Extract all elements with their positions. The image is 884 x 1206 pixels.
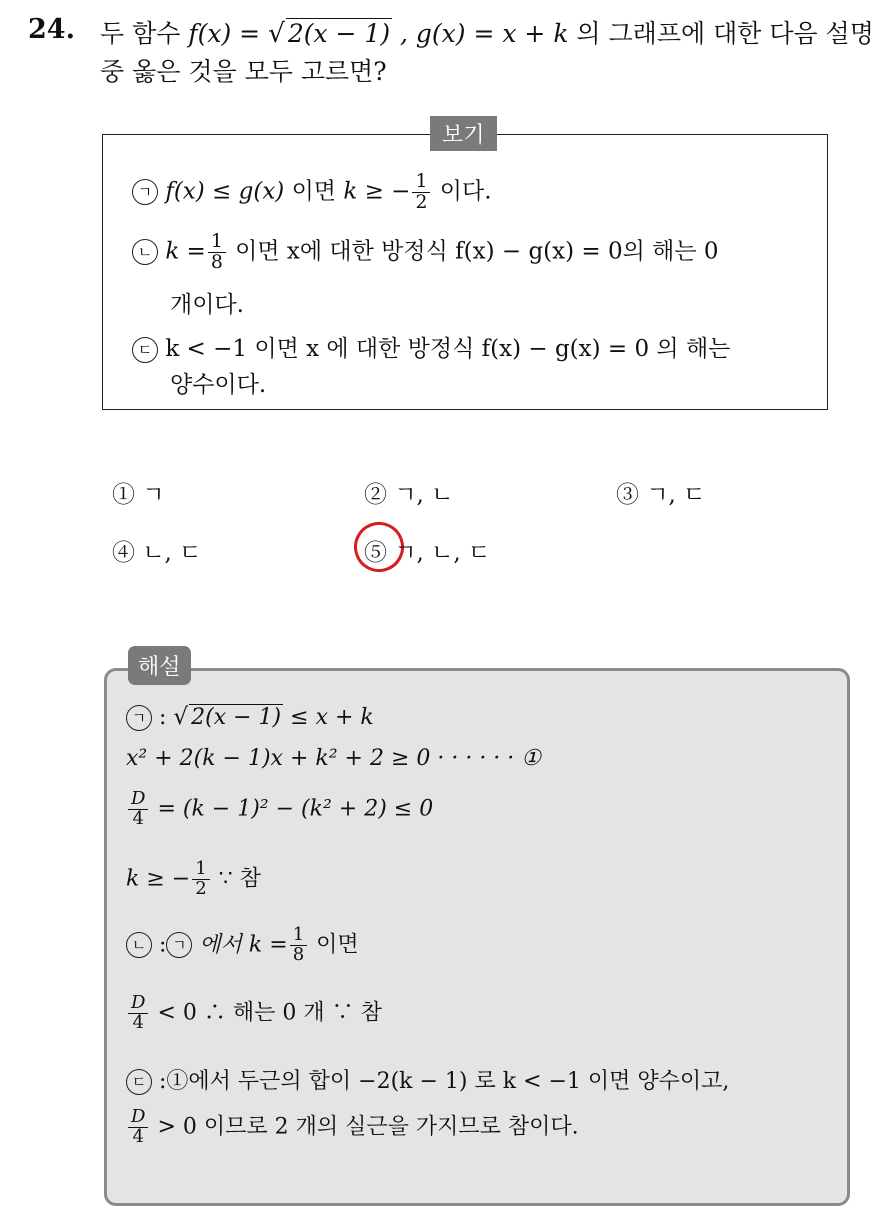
solution-fraction-d4 — [128, 1108, 148, 1147]
solution-line-2: x² + 2(k − 1)x + k² + 2 ≥ 0 · · · · · · ① — [126, 746, 542, 771]
solution-line-3-tail: = (k − 1)² − (k² + 2) ≤ 0 — [157, 796, 434, 822]
bogi-item-1-tail: 이다. — [439, 178, 492, 205]
solution-line-4-lead: k ≥ − — [126, 866, 191, 892]
bogi-item-3 — [132, 330, 730, 363]
solution-line-8 — [126, 1108, 579, 1147]
solution-line-8-tail: > 0 이므로 2 개의 실근을 가지므로 참이다. — [157, 1114, 579, 1140]
sqrt-symbol-icon: √ — [173, 704, 189, 730]
bogi-item-1 — [132, 172, 492, 213]
choice-3-number: ③ — [616, 482, 639, 508]
fraction-numerator: 1 — [192, 860, 209, 880]
choice-2-label: ㄱ, ㄴ — [394, 482, 454, 508]
solution-fraction-d4 — [128, 994, 148, 1033]
bogi-item-2-fraction — [208, 232, 226, 273]
choice-1-label: ㄱ — [142, 482, 165, 508]
fraction-denominator: 8 — [210, 250, 223, 273]
fraction-numerator: D — [128, 1108, 148, 1128]
bogi-item-3-line1: k < −1 이면 x 에 대한 방정식 f(x) − g(x) = 0 의 해는 — [165, 336, 731, 362]
solution-line-6-tail: < 0 ∴ 해는 0 개 ∵ 참 — [157, 1000, 382, 1026]
bogi-tag: 보기 — [430, 116, 497, 151]
solution-line-5-text: 에서 k = — [199, 932, 288, 958]
solution-fraction-half — [192, 860, 209, 899]
bogi-item-1-mid: 이면 — [291, 178, 337, 205]
choice-4[interactable] — [112, 534, 201, 567]
question-line-1 — [100, 14, 874, 50]
choice-5-number: ⑤ — [364, 540, 387, 566]
choice-2-number: ② — [364, 482, 387, 508]
choice-1[interactable] — [112, 476, 165, 509]
fraction-denominator: 4 — [132, 1125, 144, 1147]
solution-line-7 — [126, 1064, 729, 1095]
solution-line-1 — [126, 704, 374, 731]
bogi-marker-3: ㄷ — [132, 337, 158, 363]
fraction-denominator: 4 — [132, 807, 144, 829]
solution-marker-1: ㄱ — [126, 705, 152, 731]
colon: : — [159, 932, 167, 958]
question-number: 24. — [28, 14, 75, 45]
fraction-denominator: 8 — [292, 943, 305, 965]
bogi-marker-2: ㄴ — [132, 239, 158, 265]
bogi-item-1-cond: k ≥ − — [343, 178, 411, 205]
solution-line-5 — [126, 926, 359, 965]
choice-3[interactable] — [616, 476, 705, 509]
question-text-2: 의 그래프에 대한 다음 설명 — [576, 19, 874, 48]
fraction-numerator: D — [128, 994, 148, 1014]
fraction-numerator: 1 — [208, 232, 226, 253]
bogi-item-1-fraction — [412, 172, 430, 213]
choice-4-label: ㄴ, ㄷ — [142, 540, 202, 566]
solution-fraction-d4 — [128, 790, 148, 829]
bogi-item-2-line1: 이면 x에 대한 방정식 f(x) − g(x) = 0의 해는 0 — [235, 238, 719, 265]
g-definition: , g(x) = x + k — [400, 19, 569, 48]
solution-line-4-tail: ∵ 참 — [218, 866, 261, 892]
solution-marker-ref: ㄱ — [166, 932, 192, 958]
solution-line-7-text: :①에서 두근의 합이 −2(k − 1) 로 k < −1 이면 양수이고, — [159, 1069, 730, 1094]
fraction-numerator: 1 — [290, 926, 307, 946]
solution-line-4 — [126, 860, 261, 899]
choice-1-number: ① — [112, 482, 135, 508]
choice-5[interactable] — [364, 534, 490, 567]
bogi-item-3-line2: 양수이다. — [170, 372, 267, 398]
f-definition: f(x) = — [188, 19, 261, 48]
fraction-numerator: D — [128, 790, 148, 810]
bogi-item-1-expr: f(x) ≤ g(x) — [165, 178, 285, 205]
bogi-item-2-line2: 개이다. — [170, 292, 244, 318]
solution-fraction-eighth — [290, 926, 307, 965]
bogi-item-2 — [132, 232, 719, 273]
solution-marker-3: ㄷ — [126, 1069, 152, 1095]
bogi-marker-1: ㄱ — [132, 179, 158, 205]
solution-line-3 — [126, 790, 433, 829]
fraction-denominator: 2 — [415, 190, 428, 213]
fraction-numerator: 1 — [412, 172, 430, 193]
solution-radicand: 2(x − 1) — [191, 705, 282, 730]
choice-4-number: ④ — [112, 540, 135, 566]
solution-line-6 — [126, 994, 382, 1033]
colon: : — [159, 705, 167, 730]
solution-marker-2: ㄴ — [126, 932, 152, 958]
fraction-denominator: 2 — [195, 877, 207, 899]
sqrt-symbol-icon: √ — [268, 19, 285, 49]
fraction-denominator: 4 — [132, 1011, 144, 1033]
question-line-2: 중 옳은 것을 모두 고르면? — [100, 57, 387, 86]
bogi-item-2-lead: k = — [165, 238, 206, 265]
choice-3-label: ㄱ, ㄷ — [646, 482, 706, 508]
question-text-1: 두 함수 — [100, 19, 181, 48]
choice-5-label: ㄱ, ㄴ, ㄷ — [394, 540, 491, 566]
solution-line-5-tail: 이면 — [316, 932, 359, 958]
choice-2[interactable] — [364, 476, 453, 509]
solution-tag: 해설 — [128, 646, 191, 685]
f-radicand: 2(x − 1) — [287, 19, 391, 48]
solution-line-1-tail: ≤ x + k — [290, 705, 374, 730]
